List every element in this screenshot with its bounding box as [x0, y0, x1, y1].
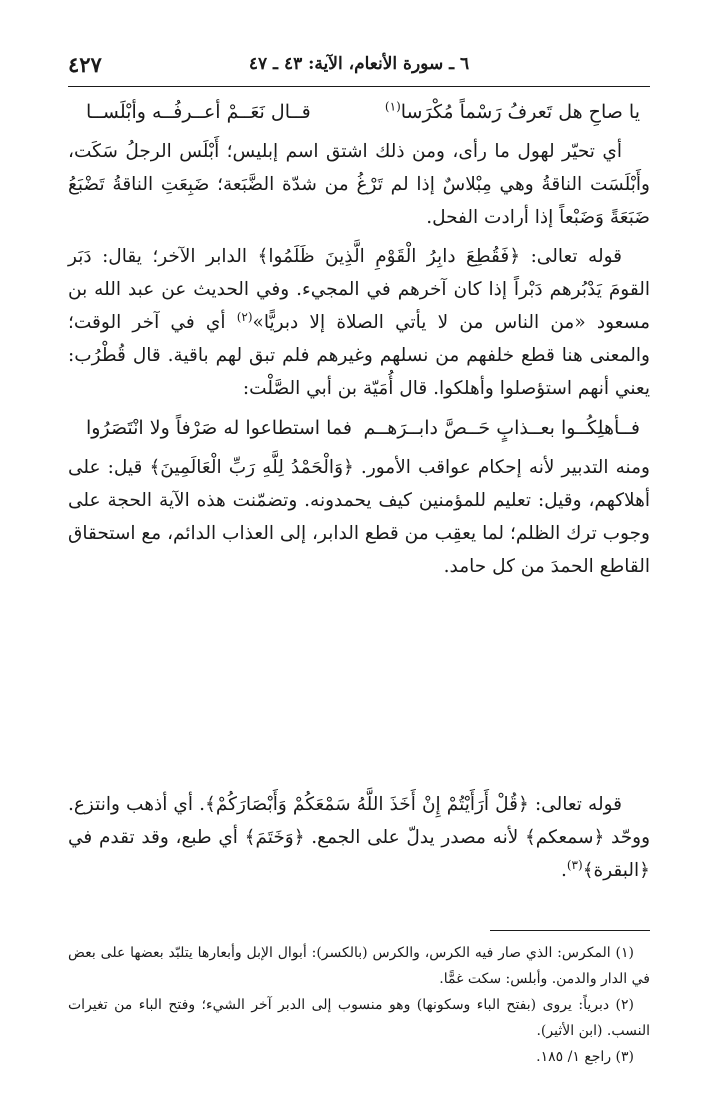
- page-number: ٤٢٧: [68, 52, 102, 77]
- verse-2-hemistich-2: فما استطاعوا له صَرْفاً ولا انْتَصَرُوا: [86, 417, 352, 439]
- verse-1-hemistich-1: يا صاحِ هل تَعرفُ رَسْماً مُكْرَسا$^{(١)}$: [384, 99, 640, 123]
- paragraph-2: قوله تعالى: ﴿فَقُطِعَ دابِرُ الْقَوْمِ الَّذِينَ ظَلَمُوا﴾ الدابر الآخر؛ يقال: دَبَر القومَ يَدْبُرهم دَبْراً إذا كان آخرهم في المجيء. وفي الحديث عن عبد الله بن مسعود «من الناس من لا يأتي الصلاة إلا دبريًّا»$^{(٢)}$ أي في آخر الوقت؛ والمعنى هنا قطع خلفهم من نسلهم وغيرهم فلم تبق لهم باقية. قال قُطْرُب: يعني أنهم استؤصلوا وأهلكوا. قال أُمَيّة بن أبي الصَّلْت:: [68, 246, 650, 399]
- verse-1-hemistich-2: قــال نَعَــمْ أعــرفُــه وأبْلَســا: [86, 101, 311, 123]
- footnote-ref-2[interactable]: (٢): [236, 309, 253, 324]
- footnote-ref-1[interactable]: (١): [384, 99, 401, 114]
- running-head: ٦ ـ سورة الأنعام، الآية: ٤٣ ـ ٤٧: [248, 54, 470, 74]
- verse-1: [68, 95, 650, 129]
- footnote-1: (١) المكرس: الذي صار فيه الكرس، والكرس (بالكسر): أبوال الإبل وأبعارها يتلبّد بعضها على بعض في الدار والدمن. وأبلس: سكت غمًّا.: [68, 945, 650, 987]
- verse-2-hemistich-1: فــأهلِكُــوا بعــذابٍ حَــصَّ دابــرَهــم: [363, 417, 640, 439]
- footnotes: [68, 940, 650, 1070]
- footnote-ref-3[interactable]: (٣): [566, 857, 583, 872]
- page: [68, 50, 650, 1065]
- page-header: [68, 50, 650, 87]
- verse-2: [68, 411, 650, 445]
- footnote-2: (٢) دبرياً: يروى (بفتح الباء وسكونها) وهو منسوب إلى الدبر آخر الشيء؛ وفتح الباء من تغيرات النسب. (ابن الأثير).: [68, 997, 650, 1039]
- footnote-3: (٣) راجع ١/ ١٨٥.: [536, 1049, 634, 1065]
- paragraph-4: قوله تعالى: ﴿قُلْ أَرَأَيْتُمْ إِنْ أَخَذَ اللَّهُ سَمْعَكُمْ وَأَبْصَارَكُمْ﴾. أي أذهب وانتزع. ووحّد ﴿سمعكم﴾ لأنه مصدر يدلّ على الجمع. ﴿وَخَتَمَ﴾ أي طبع، وقد تقدم في ﴿البقرة﴾$^{(٣)}$.: [68, 794, 650, 881]
- paragraph-3: ومنه التدبير لأنه إحكام عواقب الأمور. ﴿وَالْحَمْدُ لِلَّهِ رَبِّ الْعَالَمِينَ﴾ قيل: على أهلاكهم، وقيل: تعليم للمؤمنين كيف يحمدونه. وتضمّنت هذه الآية الحجة على وجوب ترك الظلم؛ لما يعقِب من قطع الدابر، إلى العذاب الدائم، مع استحقاق القاطع الحمدَ من كل حامد.: [68, 457, 650, 577]
- paragraph-1: أي تحيّر لهول ما رأى، ومن ذلك اشتق اسم إبليس؛ أَبْلَس الرجلُ سَكَت، وأَبْلَسَت الناقةُ وهي مِبْلاسٌ إذا لم تَرْغُ من شدّة الضَّبَعة؛ ضَبِعَتِ الناقةُ تَضْبَعُ ضَبَعَةً وَضَبْعاً إذا أرادت الفحل.: [68, 141, 650, 228]
- footnote-separator: [490, 930, 650, 931]
